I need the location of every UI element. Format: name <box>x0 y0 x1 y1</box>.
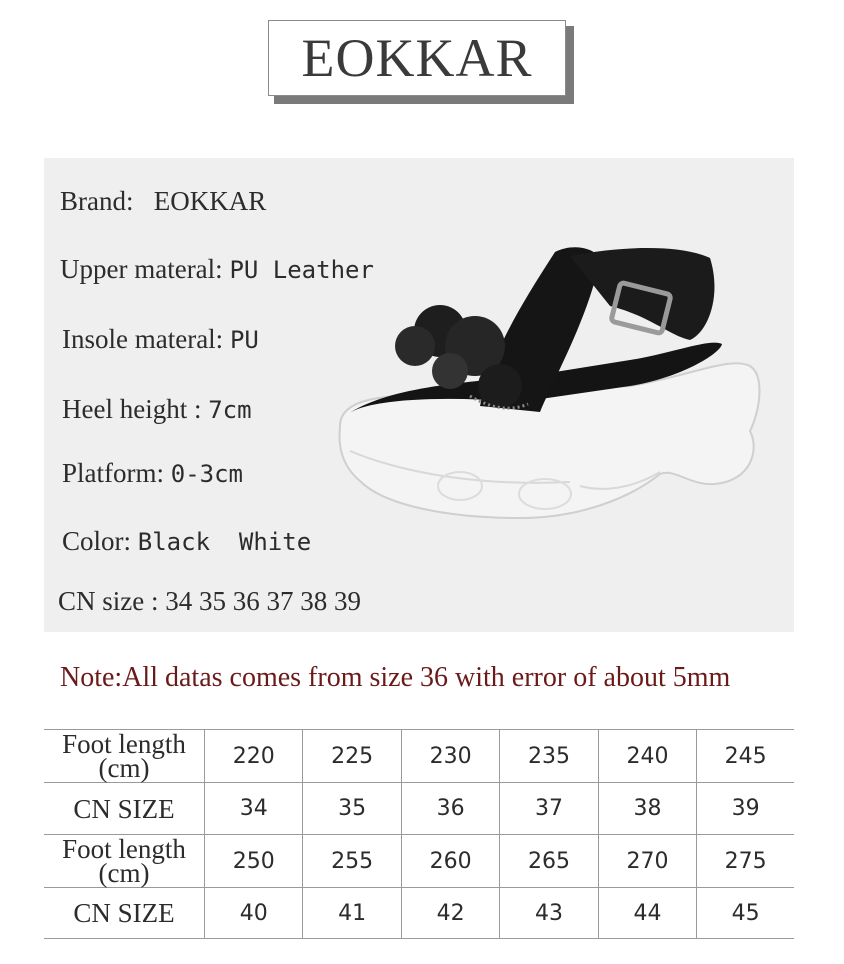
table-cell: 275 <box>697 835 794 888</box>
foot-length-label: Foot length <box>62 729 186 759</box>
spec-heel-value: 7cm <box>208 396 252 424</box>
table-cell: 35 <box>303 783 401 835</box>
logo-text: EOKKAR <box>268 20 566 96</box>
spec-insole-value: PU <box>229 326 259 354</box>
table-cell: 39 <box>697 783 794 835</box>
table-cell: 34 <box>205 783 303 835</box>
spec-cn-size <box>58 586 361 617</box>
spec-insole <box>62 324 259 355</box>
brand-logo <box>268 20 574 104</box>
table-cell: 250 <box>205 835 303 888</box>
table-cell: 230 <box>401 730 499 783</box>
spec-insole-label: Insole materal: <box>62 324 224 354</box>
spec-color-value: Black White <box>137 528 312 556</box>
spec-upper-value: PU Leather <box>229 256 374 284</box>
spec-upper <box>60 254 374 285</box>
spec-platform <box>62 458 243 489</box>
size-note: Note:All datas comes from size 36 with error of about 5mm <box>60 662 731 693</box>
spec-brand <box>60 186 266 217</box>
spec-cn-size-label: CN size : <box>58 586 159 616</box>
foot-length-header <box>44 835 205 888</box>
table-cell: 44 <box>598 888 696 939</box>
table-cell: 270 <box>598 835 696 888</box>
table-cell: 220 <box>205 730 303 783</box>
table-cell: 240 <box>598 730 696 783</box>
spec-heel-label: Heel height : <box>62 394 202 424</box>
table-cell: 45 <box>697 888 794 939</box>
table-row <box>44 730 794 783</box>
table-cell: 255 <box>303 835 401 888</box>
foot-length-unit: (cm) <box>98 858 150 888</box>
foot-length-header <box>44 730 205 783</box>
table-cell: 41 <box>303 888 401 939</box>
table-cell: 36 <box>401 783 499 835</box>
spec-platform-label: Platform: <box>62 458 164 488</box>
table-row <box>44 783 794 835</box>
spec-platform-value: 0-3cm <box>170 460 243 488</box>
spec-upper-label: Upper materal: <box>60 254 223 284</box>
sandal-icon <box>330 236 770 536</box>
table-cell: 40 <box>205 888 303 939</box>
table-cell: 245 <box>697 730 794 783</box>
cn-size-header: CN SIZE <box>44 888 205 939</box>
foot-length-unit: (cm) <box>98 753 150 783</box>
table-cell: 260 <box>401 835 499 888</box>
table-cell: 37 <box>500 783 598 835</box>
spec-brand-value: EOKKAR <box>153 186 267 216</box>
foot-length-label: Foot length <box>62 834 186 864</box>
spec-heel <box>62 394 252 425</box>
spec-brand-label: Brand: <box>60 186 134 216</box>
table-cell: 43 <box>500 888 598 939</box>
size-table <box>44 729 794 939</box>
cn-size-header: CN SIZE <box>44 783 205 835</box>
table-cell: 42 <box>401 888 499 939</box>
table-cell: 265 <box>500 835 598 888</box>
spec-cn-size-value: 34 35 36 37 38 39 <box>165 586 361 616</box>
table-cell: 225 <box>303 730 401 783</box>
back-strap <box>570 248 714 340</box>
table-cell: 38 <box>598 783 696 835</box>
spec-color-label: Color: <box>62 526 132 556</box>
spec-color <box>62 526 311 557</box>
table-row <box>44 888 794 939</box>
table-cell: 235 <box>500 730 598 783</box>
table-row <box>44 835 794 888</box>
